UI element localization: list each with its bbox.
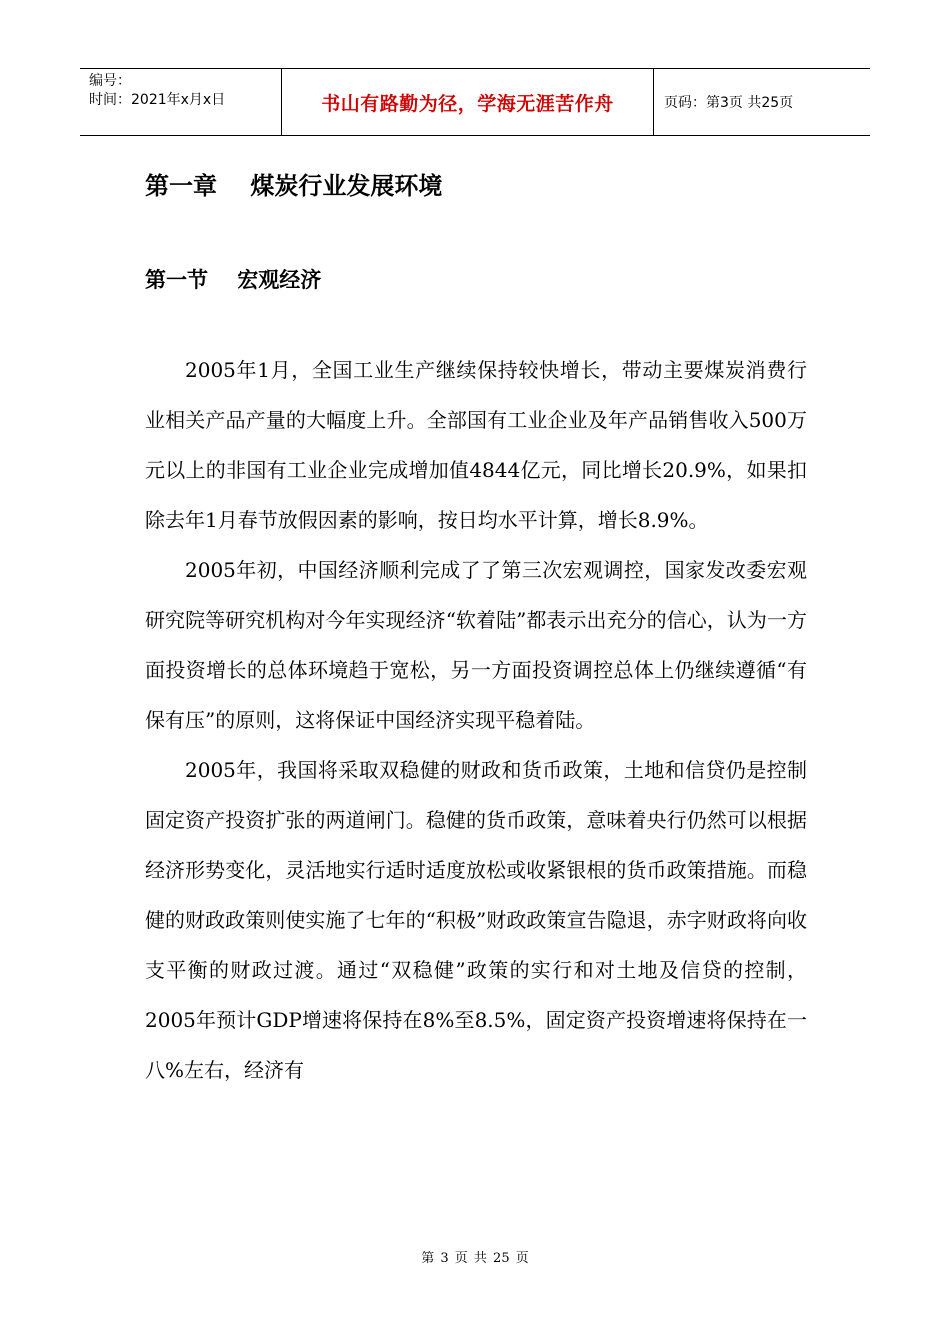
chapter-title: 第一章 煤炭行业发展环境 [145,172,443,200]
paragraph: 2005年初，中国经济顺利完成了了第三次宏观调控，国家发改委宏观研究院等研究机构对今年实现经济“软着陆”都表示出充分的信心，认为一方面投资增长的总体环境趋于宽松，另一方面投资调控总体上仍继续遵循“有保有压”的原则，这将保证中国经济实现平稳着陆。 [145,558,807,732]
body-text [145,345,807,1095]
paragraph: 2005年1月，全国工业生产继续保持较快增长，带动主要煤炭消费行业相关产品产量的大幅度上升。全部国有工业企业及年产品销售收入500万元以上的非国有工业企业完成增加值4844亿元，同比增长20.9%，如果扣除去年1月春节放假因素的影响，按日均水平计算，增长8.9%。 [145,358,807,532]
header-table [80,68,870,136]
document-date: 时间：2021年x月x日 [89,92,226,108]
document-number-label: 编号： [89,73,131,89]
paragraph: 2005年，我国将采取双稳健的财政和货币政策，土地和信贷仍是控制固定资产投资扩张的两道闸门。稳健的货币政策，意味着央行仍然可以根据经济形势变化，灵活地实行适时适度放松或收紧银根的货币政策措施。而稳健的财政政策则使实施了七年的“积极”财政政策宣告隐退，赤字财政将向收支平衡的财政过渡。通过“双稳健”政策的实行和对土地及信贷的控制，2005年预计GDP增速将保持在8%至8.5%，固定资产投资增速将保持在一八%左右，经济有 [145,758,807,1082]
header-page-info: 页码：第3页 共25页 [664,95,794,111]
header-motto: 书山有路勤为径，学海无涯苦作舟 [282,69,654,135]
section-title: 第一节 宏观经济 [145,268,322,292]
page-footer: 第 3 页 共 25 页 [421,1251,529,1266]
header-meta-cell [80,69,282,135]
